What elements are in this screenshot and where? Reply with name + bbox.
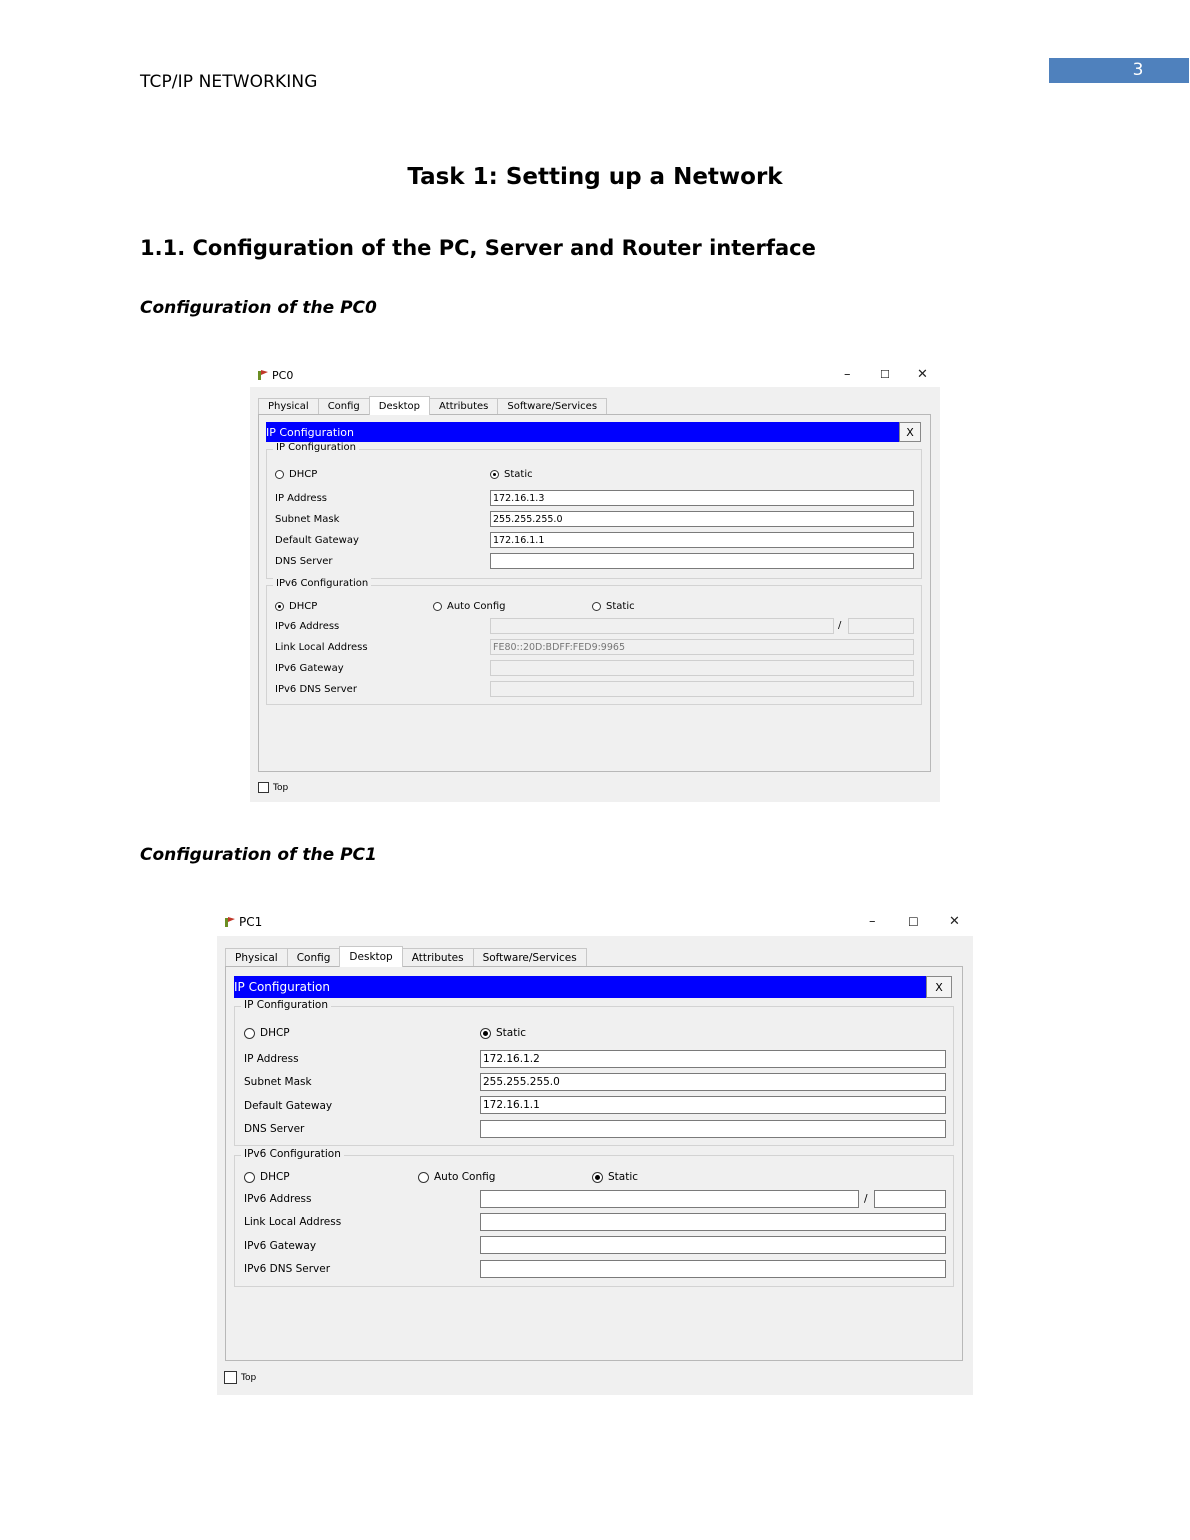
pc0-desktop-panel [258, 414, 931, 772]
ipv4-config-group [266, 442, 922, 579]
section-heading: 1.1. Configuration of the PC, Server and Router interface [140, 236, 816, 260]
default-gateway-input[interactable]: 172.16.1.1 [490, 532, 914, 548]
ipv4-dhcp-radio[interactable]: DHCP [244, 1027, 290, 1039]
ipv6-static-radio[interactable]: Static [592, 1171, 638, 1183]
subnet-mask-label: Subnet Mask [275, 514, 340, 525]
link-local-address-label: Link Local Address [244, 1216, 342, 1228]
ip-address-label: IP Address [244, 1053, 299, 1065]
tab-physical[interactable]: Physical [225, 948, 288, 966]
subnet-mask-label: Subnet Mask [244, 1076, 312, 1088]
ip-address-input[interactable]: 172.16.1.3 [490, 490, 914, 506]
pc-app-icon [256, 368, 270, 382]
ipv6-static-radio[interactable]: Static [592, 601, 635, 612]
ipv4-group-legend: IP Configuration [273, 442, 359, 453]
pc0-window-title: PC0 [272, 369, 294, 382]
prefix-separator: / [838, 620, 842, 631]
ipv6-gateway-label: IPv6 Gateway [275, 663, 344, 674]
ipv6-auto-config-radio[interactable]: Auto Config [433, 601, 505, 612]
panel-close-button[interactable]: X [926, 976, 952, 998]
minimize-icon[interactable]: – [844, 367, 851, 382]
link-local-address-input[interactable]: FE80::20D:BDFF:FED9:9965 [490, 639, 914, 655]
ipv6-dhcp-radio[interactable]: DHCP [244, 1171, 290, 1183]
ipv6-group-legend: IPv6 Configuration [241, 1148, 344, 1160]
ip-configuration-header-title: IP Configuration [266, 425, 354, 439]
pc1-window-title: PC1 [239, 915, 263, 929]
default-gateway-label: Default Gateway [275, 535, 359, 546]
top-checkbox[interactable]: Top [224, 1371, 256, 1384]
ipv4-static-radio[interactable]: Static [490, 469, 533, 480]
ipv6-dns-server-label: IPv6 DNS Server [244, 1263, 331, 1275]
pc0-tab-bar [258, 398, 606, 414]
pc1-window [217, 912, 973, 1395]
page-number: 3 [1049, 58, 1189, 83]
ipv6-address-input[interactable] [480, 1190, 859, 1208]
close-icon[interactable]: ✕ [917, 367, 928, 382]
figure-caption-pc0: Configuration of the PC0 [140, 298, 377, 318]
ipv6-config-group [266, 578, 922, 705]
pc0-titlebar [250, 366, 940, 386]
tab-software-services[interactable]: Software/Services [473, 948, 587, 966]
pc1-tab-bar [225, 948, 586, 966]
minimize-icon[interactable]: – [869, 914, 876, 929]
prefix-separator: / [864, 1193, 868, 1205]
panel-close-button[interactable]: X [899, 422, 921, 442]
ipv6-dns-server-label: IPv6 DNS Server [275, 684, 357, 695]
ipv6-gateway-label: IPv6 Gateway [244, 1240, 317, 1252]
pc1-desktop-panel [225, 966, 963, 1361]
ipv6-dns-server-input[interactable] [490, 681, 914, 697]
ip-address-label: IP Address [275, 493, 327, 504]
ipv6-address-label: IPv6 Address [244, 1193, 312, 1205]
pc-app-icon [223, 915, 237, 929]
dns-server-label: DNS Server [244, 1123, 305, 1135]
tab-attributes[interactable]: Attributes [429, 398, 498, 414]
ipv6-prefix-input[interactable] [874, 1190, 946, 1208]
tab-config[interactable]: Config [318, 398, 370, 414]
maximize-icon[interactable]: ☐ [908, 915, 919, 929]
ipv4-group-legend: IP Configuration [241, 999, 331, 1011]
subnet-mask-input[interactable]: 255.255.255.0 [490, 511, 914, 527]
ipv6-config-group [234, 1148, 954, 1287]
dns-server-input[interactable] [490, 553, 914, 569]
ip-configuration-header [266, 422, 921, 442]
ipv4-config-group [234, 999, 954, 1146]
tab-config[interactable]: Config [287, 948, 341, 966]
pc0-window-body [250, 387, 940, 802]
top-checkbox[interactable]: Top [258, 782, 288, 793]
pc1-window-body [217, 936, 973, 1395]
document-title: Task 1: Setting up a Network [407, 164, 783, 190]
link-local-address-label: Link Local Address [275, 642, 368, 653]
tab-desktop[interactable]: Desktop [339, 946, 402, 967]
figure-caption-pc1: Configuration of the PC1 [140, 845, 377, 865]
tab-physical[interactable]: Physical [258, 398, 319, 414]
dns-server-input[interactable] [480, 1120, 946, 1138]
ip-configuration-header-title: IP Configuration [234, 980, 330, 994]
default-gateway-input[interactable]: 172.16.1.1 [480, 1096, 946, 1114]
ipv6-gateway-input[interactable] [480, 1236, 946, 1254]
ip-configuration-header [234, 976, 952, 998]
default-gateway-label: Default Gateway [244, 1100, 333, 1112]
tab-software-services[interactable]: Software/Services [497, 398, 607, 414]
tab-attributes[interactable]: Attributes [402, 948, 474, 966]
ip-address-input[interactable]: 172.16.1.2 [480, 1050, 946, 1068]
ipv6-dhcp-radio[interactable]: DHCP [275, 601, 317, 612]
ipv6-prefix-input[interactable] [848, 618, 914, 634]
ipv6-auto-config-radio[interactable]: Auto Config [418, 1171, 495, 1183]
close-icon[interactable]: ✕ [949, 914, 960, 929]
ipv6-address-input[interactable] [490, 618, 834, 634]
maximize-icon[interactable]: ☐ [880, 368, 890, 381]
link-local-address-input[interactable] [480, 1213, 946, 1231]
subnet-mask-input[interactable]: 255.255.255.0 [480, 1073, 946, 1091]
pc0-window [250, 366, 940, 802]
running-head: TCP/IP NETWORKING [140, 72, 318, 92]
ipv6-dns-server-input[interactable] [480, 1260, 946, 1278]
ipv6-gateway-input[interactable] [490, 660, 914, 676]
ipv6-address-label: IPv6 Address [275, 621, 340, 632]
ipv6-group-legend: IPv6 Configuration [273, 578, 371, 589]
dns-server-label: DNS Server [275, 556, 333, 567]
ipv4-static-radio[interactable]: Static [480, 1027, 526, 1039]
pc1-titlebar [217, 912, 973, 934]
ipv4-dhcp-radio[interactable]: DHCP [275, 469, 317, 480]
tab-desktop[interactable]: Desktop [369, 396, 430, 415]
